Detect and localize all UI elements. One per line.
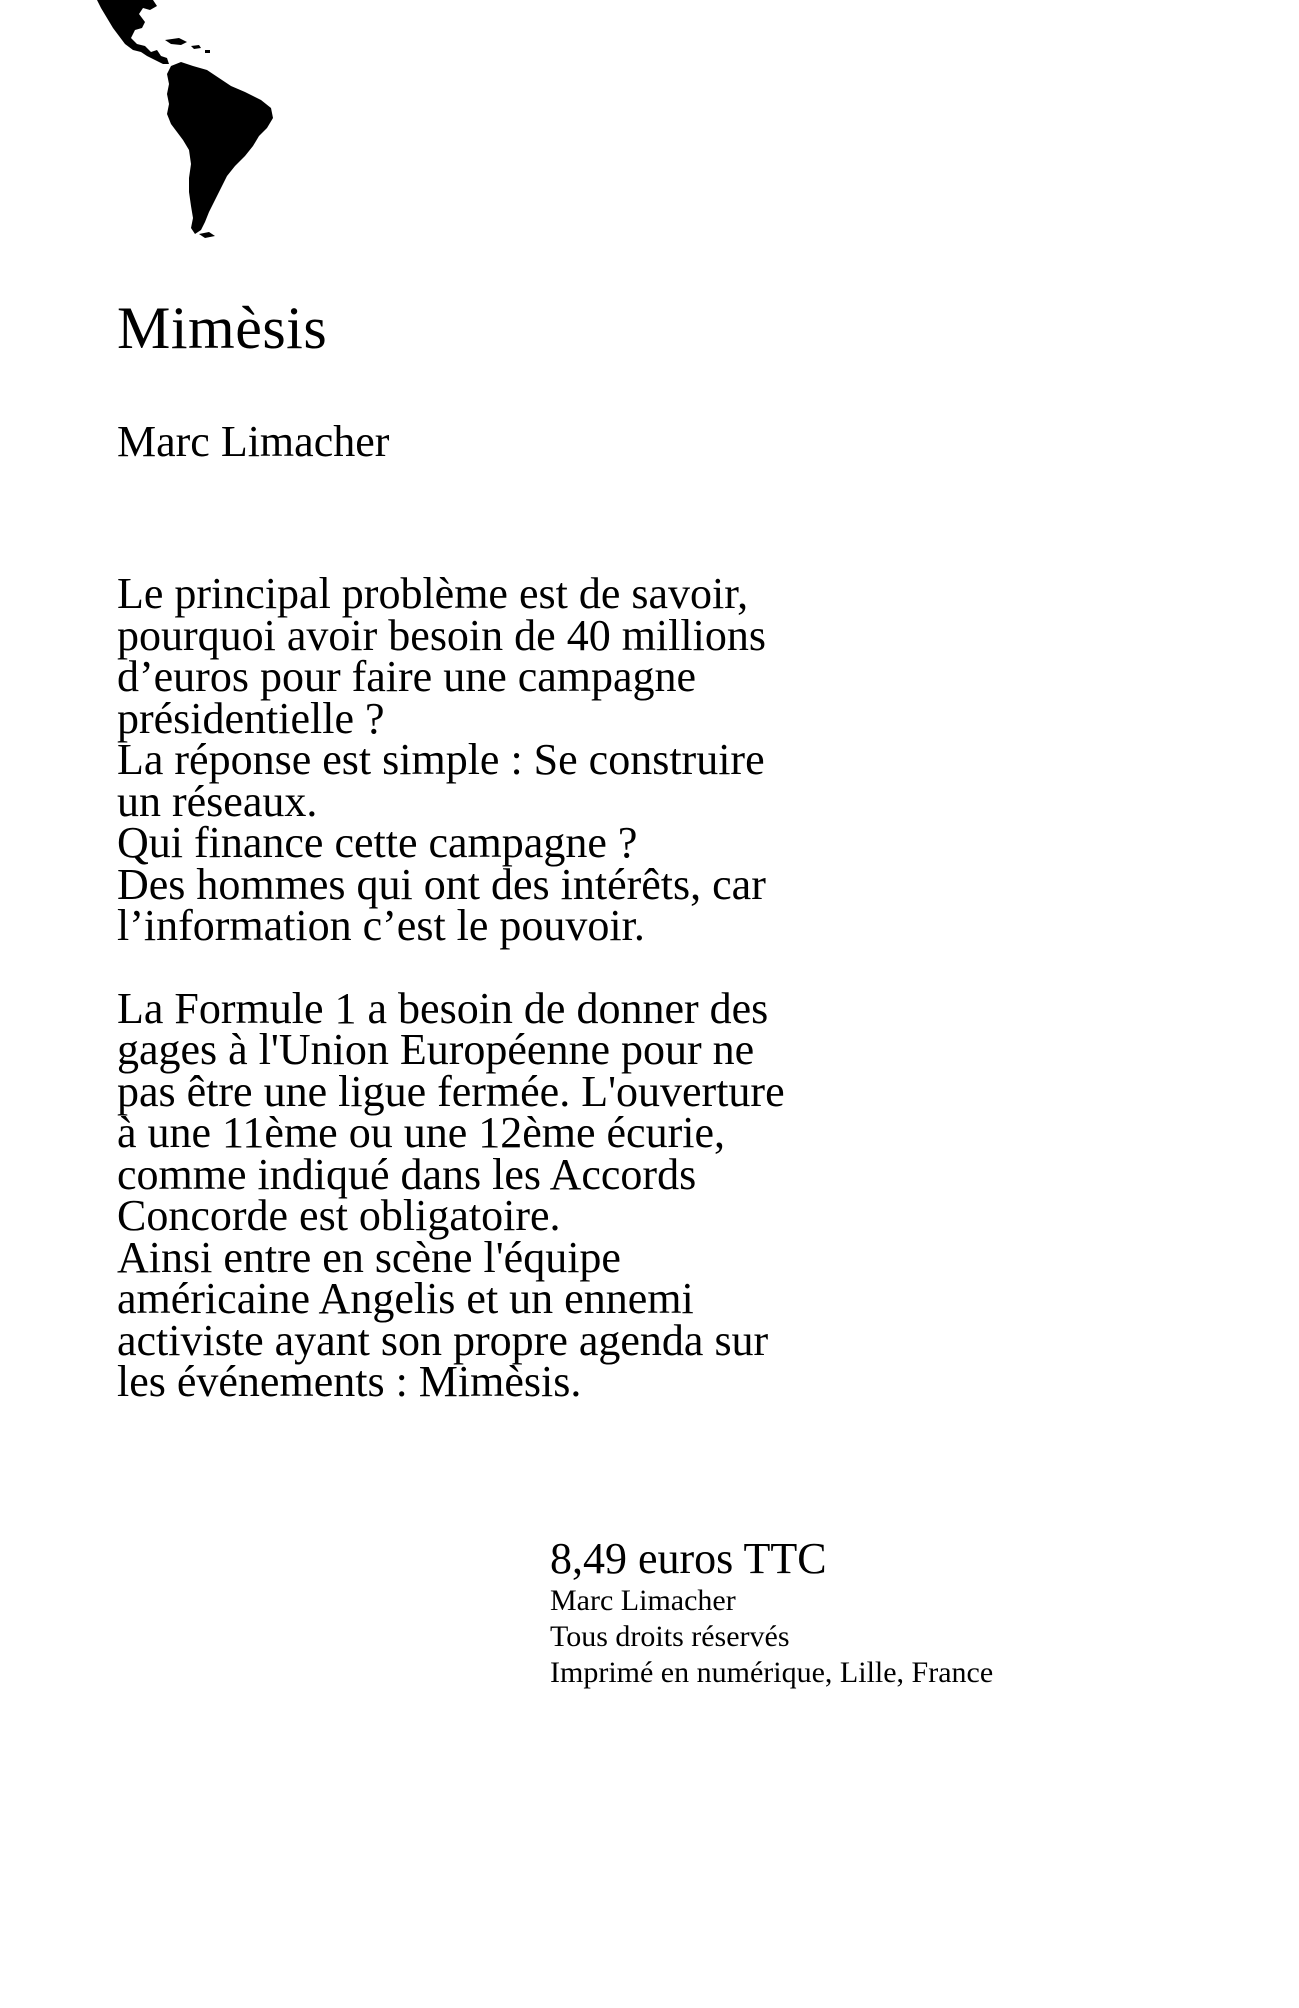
book-title: Mimèsis: [117, 295, 328, 361]
blurb-line: Concorde est obligatoire.: [117, 1191, 561, 1240]
blurb-line: comme indiqué dans les Accords: [117, 1149, 697, 1199]
blurb-line: américaine Angelis et un ennemi: [117, 1274, 694, 1323]
blurb-line: les événements : Mimèsis.: [117, 1357, 582, 1406]
americas-map-icon: [95, 0, 320, 240]
blurb-line: un réseaux.: [117, 776, 318, 826]
blurb-line: La Formule 1 a besoin de donner des: [117, 983, 769, 1033]
blurb-paragraph-2: [117, 983, 937, 1406]
printing-info: Imprimé en numérique, Lille, France: [550, 1656, 994, 1689]
blurb-line: gages à l'Union Européenne pour ne: [117, 1025, 755, 1074]
colophon-author: Marc Limacher: [550, 1584, 736, 1617]
blurb-line: à une 11ème ou une 12ème écurie,: [117, 1108, 725, 1157]
blurb-line: Ainsi entre en scène l'équipe: [117, 1232, 621, 1282]
blurb-line: Le principal problème est de savoir,: [117, 569, 749, 618]
blurb-line: activiste ayant son propre agenda sur: [117, 1315, 769, 1365]
author-name: Marc Limacher: [117, 417, 390, 466]
colophon: [550, 1535, 1270, 1691]
blurb-line: La réponse est simple : Se construire: [117, 735, 765, 784]
blurb-paragraph-1: [117, 569, 937, 950]
rights-notice: Tous droits réservés: [550, 1620, 790, 1653]
blurb-line: pourquoi avoir besoin de 40 millions: [117, 610, 766, 660]
price-label: 8,49 euros TTC: [550, 1534, 827, 1583]
back-cover-blurb: [117, 569, 937, 1444]
blurb-line: Des hommes qui ont des intérêts, car: [117, 859, 766, 909]
blurb-line: d’euros pour faire une campagne: [117, 652, 697, 701]
blurb-line: présidentielle ?: [117, 693, 385, 743]
blurb-line: pas être une ligue fermée. L'ouverture: [117, 1066, 785, 1116]
blurb-line: l’information c’est le pouvoir.: [117, 901, 645, 950]
blurb-line: Qui finance cette campagne ?: [117, 818, 638, 867]
